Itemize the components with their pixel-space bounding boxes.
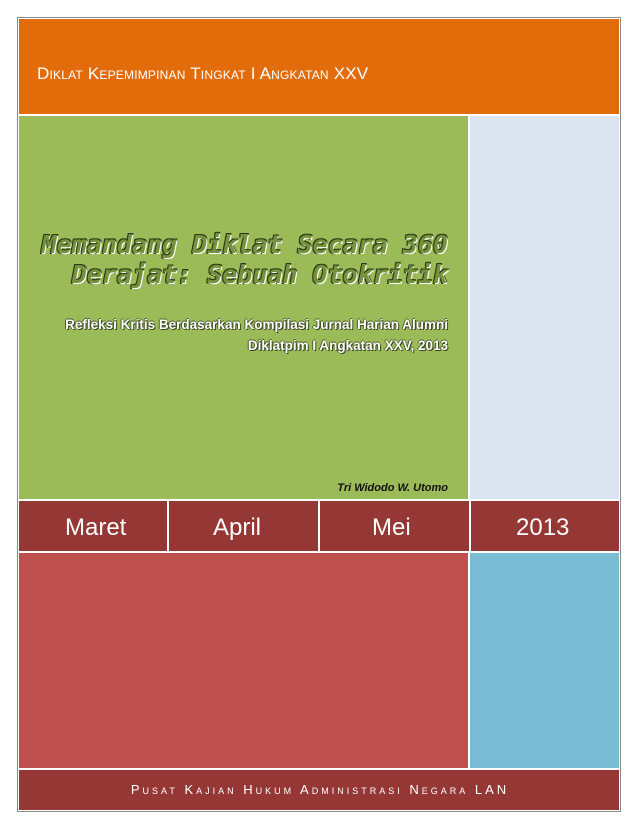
- cover-page: [17, 17, 621, 812]
- author-name: Tri Widodo W. Utomo: [337, 482, 448, 494]
- header-band: [18, 18, 620, 115]
- red-block: [18, 552, 469, 769]
- year-label: 2013: [516, 514, 570, 541]
- month-label-3: Mei: [372, 514, 411, 541]
- subtitle-line-2: Diklatpim I Angkatan XXV, 2013: [247, 338, 448, 353]
- title-block: [18, 115, 469, 500]
- month-label-2: April: [213, 514, 262, 541]
- year-cell: [470, 500, 620, 552]
- footer-band: [18, 769, 620, 811]
- month-cell-april: [168, 500, 319, 552]
- month-label-1: Maret: [65, 514, 127, 541]
- side-panel: [469, 115, 620, 500]
- teal-block: [469, 552, 620, 769]
- main-title-line-1: Memandang Diklat Secara 360: [41, 230, 448, 259]
- month-cell-maret: [18, 500, 168, 552]
- footer-text: Pusat Kajian Hukum Administrasi Negara LAN: [130, 782, 510, 797]
- month-cell-mei: [319, 500, 470, 552]
- main-title-line-2: Derajat: Sebuah Otokritik: [71, 260, 448, 289]
- subtitle: [27, 314, 448, 356]
- main-title: [29, 230, 448, 290]
- header-title: Diklat Kepemimpinan Tingkat I Angkatan XXV: [37, 64, 369, 83]
- subtitle-line-1: Refleksi Kritis Berdasarkan Kompilasi Jurnal Harian Alumni: [65, 317, 448, 332]
